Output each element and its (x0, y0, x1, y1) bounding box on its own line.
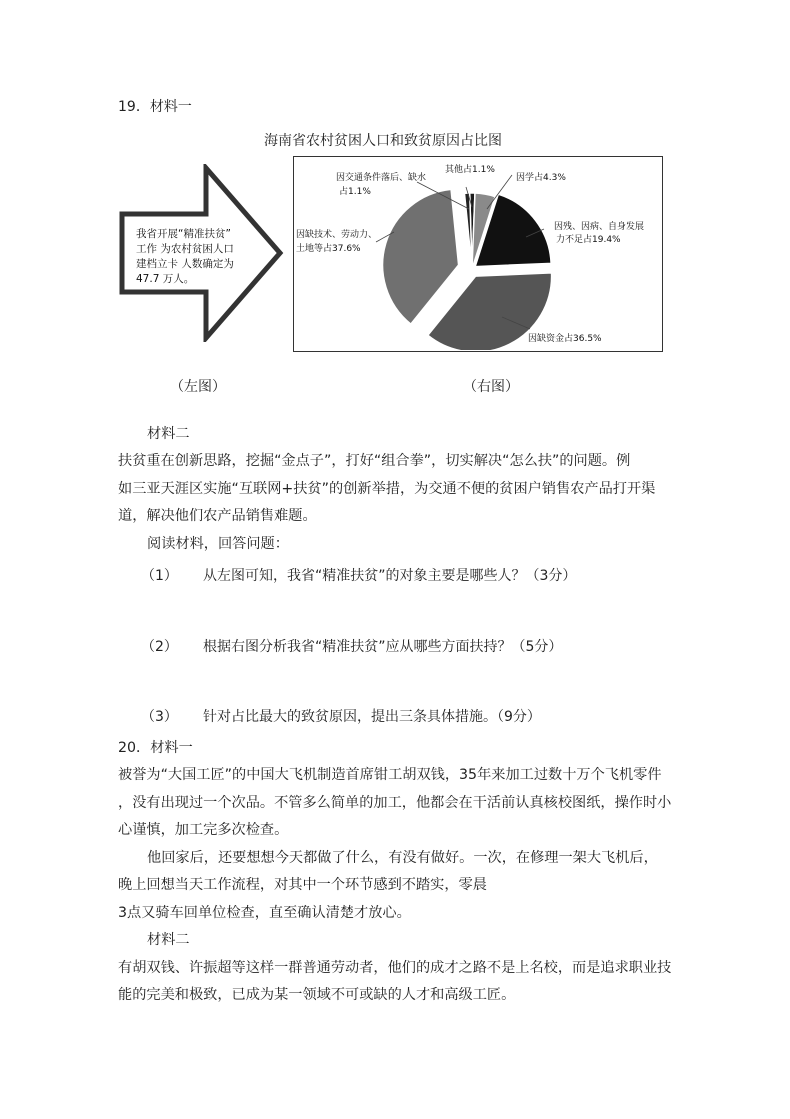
question-number: （2） (141, 639, 178, 655)
arrow-text-line: 建档立卡 人数确定为 (136, 258, 234, 270)
arrow-text-line: 47.7 万人。 (136, 273, 195, 285)
pie-chart (294, 157, 661, 350)
q20-line: ，没有出现过一个次品。不管多么简单的加工，他都会在干活前认真核校图纸，操作时小 (118, 795, 672, 811)
question-number: （1） (141, 568, 178, 584)
slice-label-traffic: 因交通条件落后、缺水 (336, 173, 427, 183)
q20-line: 心谨慎，加工完多次检查。 (118, 822, 289, 838)
slice-label-tech: 土地等占37.6% (296, 244, 361, 254)
material2-line: 扶贫重在创新思路，挖掘“金点子”，打好“组合拳”，切实解决“怎么扶”的问题。例 (118, 453, 631, 469)
q20-para2-line: 他回家后，还要想想今天都做了什么，有没有做好。一次，在修理一架大飞机后， (147, 850, 658, 866)
q20-para2-line: 3点又骑车回单位检查，直至确认清楚才放心。 (118, 905, 411, 921)
question-text: 从左图可知，我省“精准扶贫”的对象主要是哪些人？（3分） (203, 568, 577, 584)
q20-material2-line: 有胡双钱、许振超等这样一群普通劳动者，他们的成才之路不是上名校，而是追求职业技 (118, 960, 672, 976)
figure-title: 海南省农村贫困人口和致贫原因占比图 (264, 133, 502, 149)
q19-label: 19．材料一 (118, 99, 192, 115)
material2-line: 如三亚天涯区实施“互联网+扶贫”的创新举措，为交通不便的贫困户销售农产品打开渠 (118, 481, 656, 497)
question-text: 根据右图分析我省“精准扶贫”应从哪些方面扶持？（5分） (203, 639, 563, 655)
slice-label-study: 因学占4.3% (516, 173, 566, 183)
q20-material2-label: 材料二 (147, 932, 190, 948)
slice-label-other: 其他占1.1% (445, 165, 495, 175)
q20-label: 20．材料一 (118, 740, 193, 756)
question-number: （3） (141, 709, 178, 725)
arrow-text-line: 我省开展“精准扶贫” (136, 228, 231, 240)
caption-right: （右图） (463, 379, 519, 395)
slice-label-funds: 因缺资金占36.5% (528, 334, 602, 344)
slice-label-disability: 力不足占19.4% (556, 235, 621, 245)
pie-slice-tech (383, 189, 459, 324)
q20-para2-line: 晚上回想当天工作流程，对其中一个环节感到不踏实，零晨 (118, 877, 487, 893)
q20-material2-line: 能的完美和极致，已成为某一领域不可或缺的人才和高级工匠。 (118, 987, 516, 1003)
arrow-figure (118, 164, 284, 342)
pie-chart-frame (293, 156, 663, 352)
material2-line: 道，解决他们农产品销售难题。 (118, 508, 317, 524)
slice-label-traffic: 占1.1% (339, 187, 371, 197)
material2-label: 材料二 (147, 426, 190, 442)
slice-label-tech: 因缺技术、劳动力、 (296, 230, 378, 240)
question-text: 针对占比最大的致贫原因，提出三条具体措施。（9分） (203, 709, 541, 725)
arrow-text-line: 工作 为农村贫困人口 (136, 243, 234, 255)
q20-line: 被誉为“大国工匠”的中国大飞机制造首席钳工胡双钱，35年来加工过数十万个飞机零件 (118, 767, 662, 783)
instruction: 阅读材料，回答问题： (147, 536, 289, 552)
caption-left: （左图） (170, 379, 226, 395)
slice-label-disability: 因残、因病、自身发展 (554, 222, 645, 232)
